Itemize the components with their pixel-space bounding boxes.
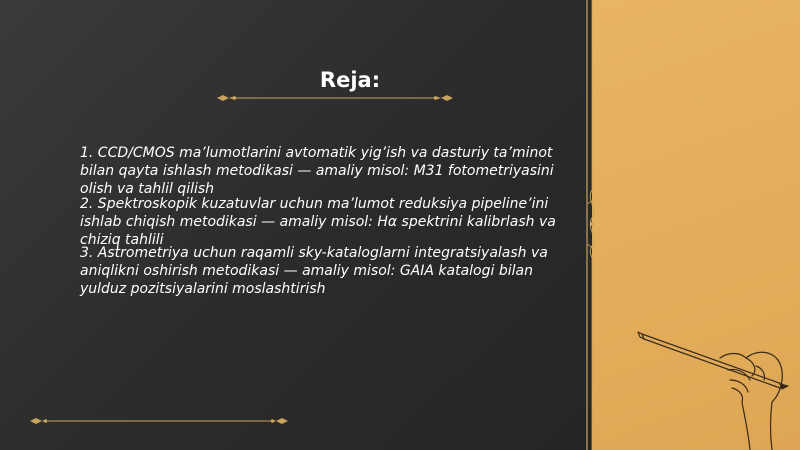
agenda-item: 2. Spektroskopik kuzatuvlar uchun ma’lumot reduksiya pipeline’ini ishlab chiqish metodikasi — amaliy misol: Hα spektrini kalibrlash va chiziq tahlili	[80, 196, 556, 248]
agenda-item: 1. CCD/CMOS ma’lumotlarini avtomatik yig’ish va dasturiy ta’minot bilan qayta ishlash metodikasi — amaliy misol: M31 fotometriyasini olish va tahlil qilish	[80, 145, 554, 197]
bottom-divider	[28, 416, 290, 426]
slide-title: Reja:	[319, 68, 381, 92]
title-divider	[215, 93, 455, 103]
hand-holding-pen-icon	[632, 322, 800, 450]
agenda-item: 3. Astrometriya uchun raqamli sky-kataloglarni integratsiyalash va aniqlikni oshirish metodikasi — amaliy misol: GAIA katalogi bilan yulduz pozitsiyalarini moslashtirish	[80, 245, 548, 297]
ornamental-border	[584, 0, 600, 450]
